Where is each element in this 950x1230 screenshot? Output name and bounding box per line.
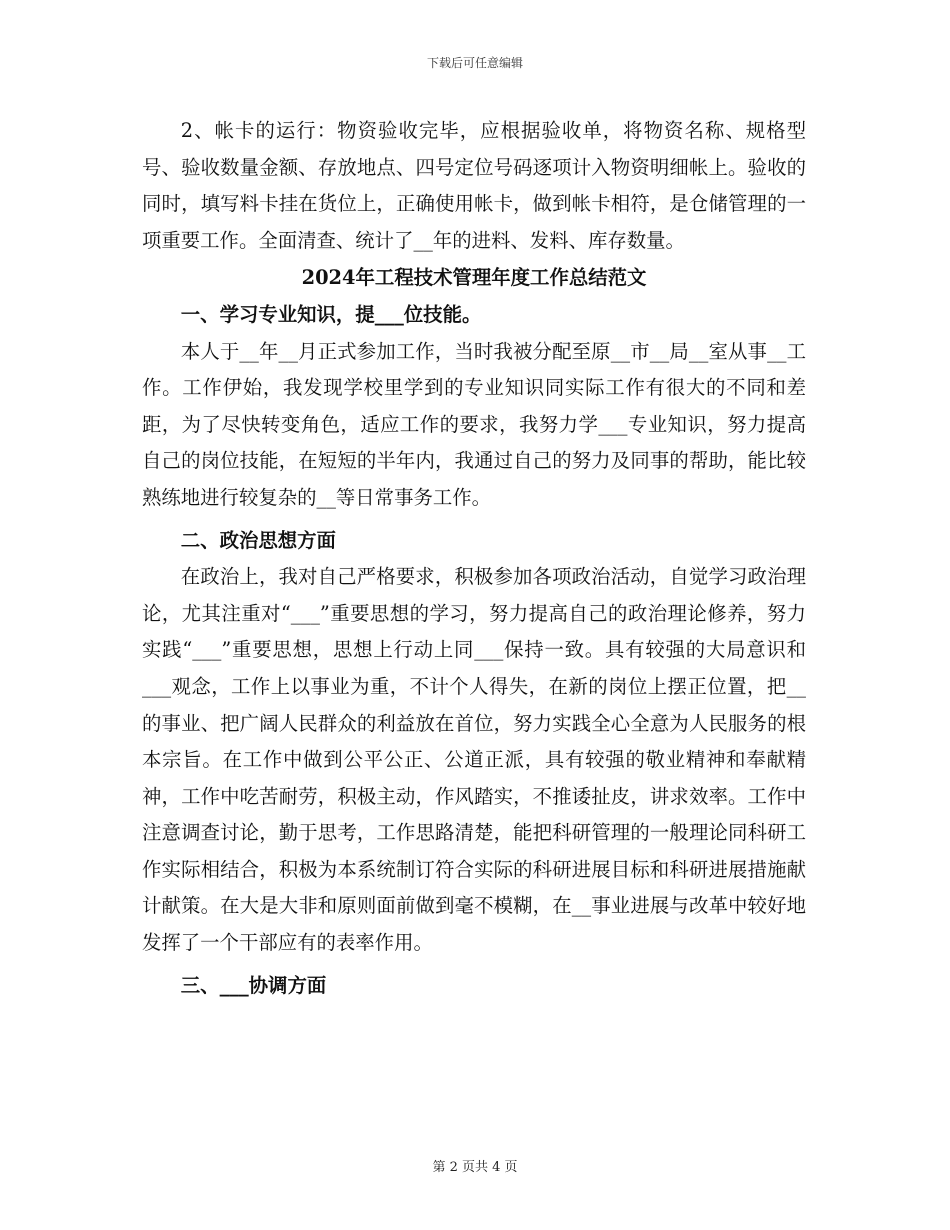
page-footer: 第 2 页共 4 页 [432,1160,518,1175]
section-heading-3: 三、___协调方面 [180,973,327,997]
paragraph-politics: 在政治上，我对自己严格要求，积极参加各项政治活动，自觉学习政治理论，尤其注重对“___”重要思想的学习，努力提高自己的政治理论修养，努力实践“___”重要思想，思想上行动上同___保持一致。具有较强的大局意识和___观念，工作上以事业为重，不计个人得失，在新的岗位上摆正位置，把__的事业、把广阔人民群众的利益放在首位，努力实践全心全意为人民服务的根本宗旨。在工作中做到公平公正、公道正派，具有较强的敬业精神和奉献精神，工作中吃苦耐劳，积极主动，作风踏实，不推诿扯皮，讲求效率。工作中注意调查讨论，勤于思考，工作思路清楚，能把科研管理的一般理论同科研工作实际相结合，积极为本系统制订符合实际的科研进展目标和科研进展措施献计献策。在大是大非和原则面前做到毫不模糊，在__事业进展与改革中较好地发挥了一个干部应有的表率作用。 [142,565,806,955]
document-title: 2024年工程技术管理年度工作总结范文 [301,266,647,290]
page-header: 下载后可任意编辑 [426,56,523,70]
paragraph-ledger-operation: 2、帐卡的运行：物资验收完毕，应根据验收单，将物资名称、规格型号、验收数量金额、存放地点、四号定位号码逐项计入物资明细帐上。验收的同时，填写料卡挂在货位上，正确使用帐卡，做到帐卡相符，是仓储管理的一项重要工作。全面清查、统计了__年的进料、发料、库存数量。 [142,119,806,252]
section-heading-2: 二、政治思想方面 [180,528,336,552]
document-body [142,113,806,1004]
paragraph-study: 本人于__年__月正式参加工作，当时我被分配至原__市__局__室从事__工作。工作伊始，我发现学校里学到的专业知识同实际工作有很大的不同和差距，为了尽快转变角色，适应工作的要求，我努力学___专业知识，努力提高自己的岗位技能，在短短的半年内，我通过自己的努力及同事的帮助，能比较熟练地进行较复杂的__等日常事务工作。 [142,339,806,509]
section-heading-1: 一、学习专业知识，提___位技能。 [180,302,482,326]
